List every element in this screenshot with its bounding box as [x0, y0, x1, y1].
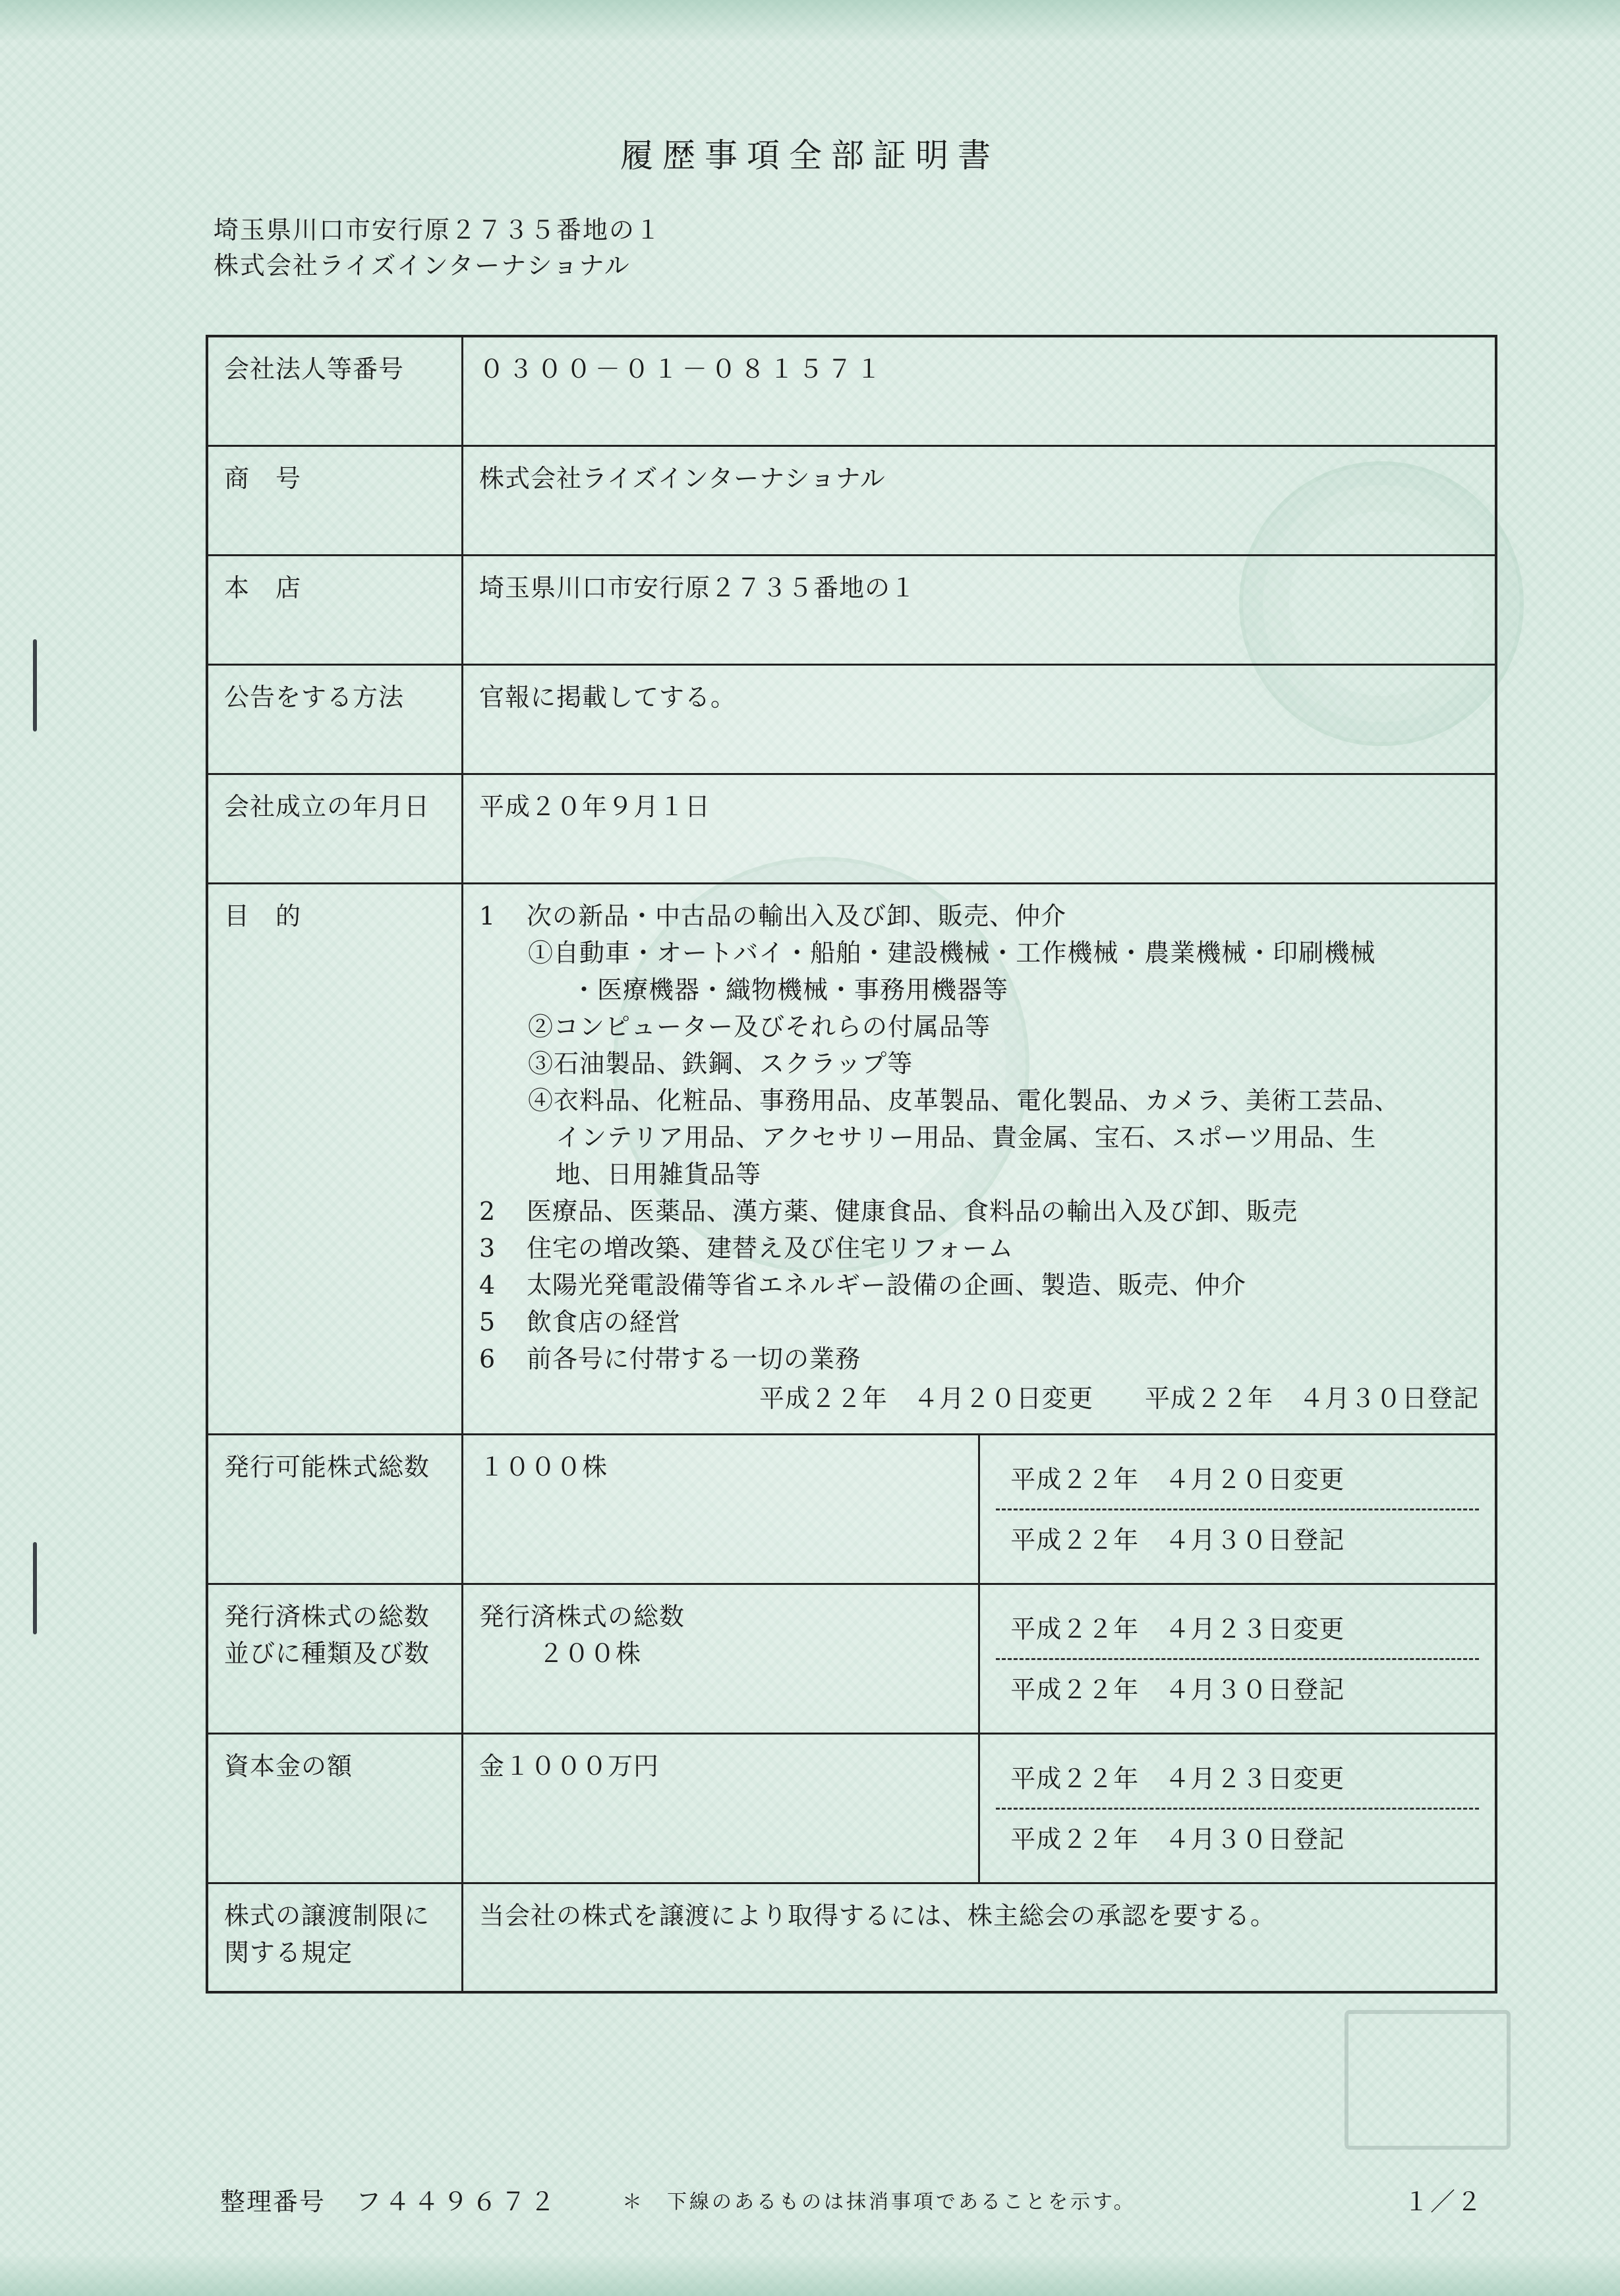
- registration-date: 平成２２年 ４月３０日登記: [1010, 1525, 1345, 1555]
- purpose-item-text: 住宅の増改築、建替え及び住宅リフォーム: [527, 1233, 1014, 1263]
- purpose-item-number: 1: [479, 901, 496, 931]
- row-established: [207, 774, 1496, 883]
- watermark-stamp: [1345, 2010, 1511, 2150]
- value-head-office: 埼玉県川口市安行原２７３５番地の１: [463, 555, 1497, 664]
- label-trade-name: 商 号: [207, 445, 463, 555]
- serial-number-value: フ４４９６７２: [356, 2187, 560, 2216]
- row-authorized-shares: [207, 1434, 1496, 1584]
- purpose-item-number: 6: [479, 1344, 496, 1373]
- row-public-notice: [207, 664, 1496, 774]
- security-band-bottom: [0, 2256, 1620, 2296]
- value-corp-number: ０３００－０１－０８１５７１: [463, 336, 1497, 445]
- binding-staple-bottom: [33, 1542, 37, 1634]
- label-corp-number: 会社法人等番号: [207, 336, 463, 445]
- label-capital: 資本金の額: [207, 1733, 463, 1883]
- purpose-subitem: ④衣料品、化粧品、事務用品、皮革製品、電化製品、カメラ、美術工芸品、: [528, 1085, 1400, 1115]
- registration-date: 平成２２年 ４月３０日登記: [1010, 1675, 1345, 1704]
- purpose-item: [479, 1304, 1479, 1340]
- value-public-notice: 官報に掲載してする。: [463, 664, 1497, 774]
- row-capital: [207, 1733, 1496, 1883]
- purpose-subitem: ②コンピューター及びそれらの付属品等: [528, 1012, 991, 1041]
- purpose-item-text: 前各号に付帯する一切の業務: [527, 1344, 861, 1373]
- value-issued-shares: [463, 1584, 979, 1733]
- security-band-top: [0, 0, 1620, 40]
- purpose-item: [479, 1193, 1479, 1230]
- purpose-item-number: 4: [479, 1270, 496, 1300]
- purpose-item-number: 2: [479, 1196, 496, 1226]
- value-issued-shares-line2: ２００株: [538, 1638, 642, 1668]
- purpose-registration-date: 平成２２年 ４月２０日変更 平成２２年 ４月３０日登記: [759, 1383, 1479, 1413]
- document-title: 履歴事項全部証明書: [620, 136, 1000, 175]
- row-trade-name: [207, 445, 1496, 555]
- value-authorized-shares: １０００株: [463, 1434, 979, 1584]
- row-corp-number: [207, 336, 1496, 445]
- purpose-item-text: 飲食店の経営: [527, 1307, 681, 1336]
- strikeout-note: ＊ 下線のあるものは抹消事項であることを示す。: [622, 2191, 1136, 2214]
- binding-staple-top: [33, 639, 37, 732]
- row-head-office: [207, 555, 1496, 664]
- dates-issued-shares: [979, 1584, 1496, 1733]
- purpose-subitem-continued: 地、日用雑貨品等: [556, 1159, 762, 1189]
- purpose-item-number: 3: [479, 1233, 496, 1263]
- value-capital: 金１０００万円: [463, 1733, 979, 1883]
- purpose-subitem-continued: インテリア用品、アクセサリー用品、貴金属、宝石、スポーツ用品、生: [556, 1122, 1377, 1152]
- register-table: [206, 335, 1497, 1994]
- page-number: １／２: [1404, 2187, 1484, 2216]
- registration-date: 平成２２年 ４月３０日登記: [1010, 1824, 1345, 1854]
- purpose-item-number: 5: [479, 1307, 496, 1336]
- value-share-transfer: 当会社の株式を譲渡により取得するには、株主総会の承認を要する。: [463, 1883, 1497, 1992]
- purpose-item: [479, 1267, 1479, 1304]
- dates-capital: [979, 1733, 1496, 1883]
- label-head-office: 本 店: [207, 555, 463, 664]
- header-company: 株式会社ライズインターナショナル: [214, 251, 631, 280]
- label-share-transfer-line2: 関する規定: [224, 1937, 353, 1967]
- dates-authorized-shares: [979, 1434, 1496, 1584]
- label-public-notice: 公告をする方法: [207, 664, 463, 774]
- label-authorized-shares: 発行可能株式総数: [207, 1434, 463, 1584]
- purpose-item: [479, 1230, 1479, 1267]
- label-established: 会社成立の年月日: [207, 774, 463, 883]
- purpose-item-text: 太陽光発電設備等省エネルギー設備の企画、製造、販売、仲介: [527, 1270, 1247, 1300]
- change-date: 平成２２年 ４月２３日変更: [996, 1598, 1479, 1660]
- purpose-subitem: ①自動車・オートバイ・船舶・建設機械・工作機械・農業機械・印刷機械: [528, 938, 1376, 967]
- change-date: 平成２２年 ４月２０日変更: [996, 1449, 1479, 1510]
- label-issued-shares: [207, 1584, 463, 1733]
- purpose-item-text: 次の新品・中古品の輸出入及び卸、販売、仲介: [527, 901, 1067, 931]
- label-purpose: 目 的: [207, 883, 463, 1434]
- change-date: 平成２２年 ４月２３日変更: [996, 1748, 1479, 1810]
- label-share-transfer-line1: 株式の譲渡制限に: [224, 1901, 430, 1930]
- label-issued-shares-line2: 並びに種類及び数: [224, 1638, 430, 1668]
- purpose-subitem-continued: ・医療機器・織物機械・事務用機器等: [571, 975, 1009, 1004]
- label-share-transfer: [207, 1883, 463, 1992]
- purpose-item-text: 医療品、医薬品、漢方薬、健康食品、食料品の輸出入及び卸、販売: [527, 1196, 1298, 1226]
- purpose-item: [479, 898, 1479, 934]
- header-address: 埼玉県川口市安行原２７３５番地の１: [214, 215, 662, 244]
- value-issued-shares-line1: 発行済株式の総数: [479, 1601, 685, 1631]
- value-purpose: [463, 883, 1497, 1434]
- label-issued-shares-line1: 発行済株式の総数: [224, 1601, 430, 1631]
- serial-number-label: 整理番号: [220, 2187, 326, 2216]
- purpose-item: [479, 1340, 1479, 1377]
- value-established: 平成２０年９月１日: [463, 774, 1497, 883]
- row-purpose: [207, 883, 1496, 1434]
- purpose-subitem: ③石油製品、鉄鋼、スクラップ等: [528, 1048, 913, 1078]
- value-trade-name: 株式会社ライズインターナショナル: [463, 445, 1497, 555]
- row-share-transfer: [207, 1883, 1496, 1992]
- row-issued-shares: [207, 1584, 1496, 1733]
